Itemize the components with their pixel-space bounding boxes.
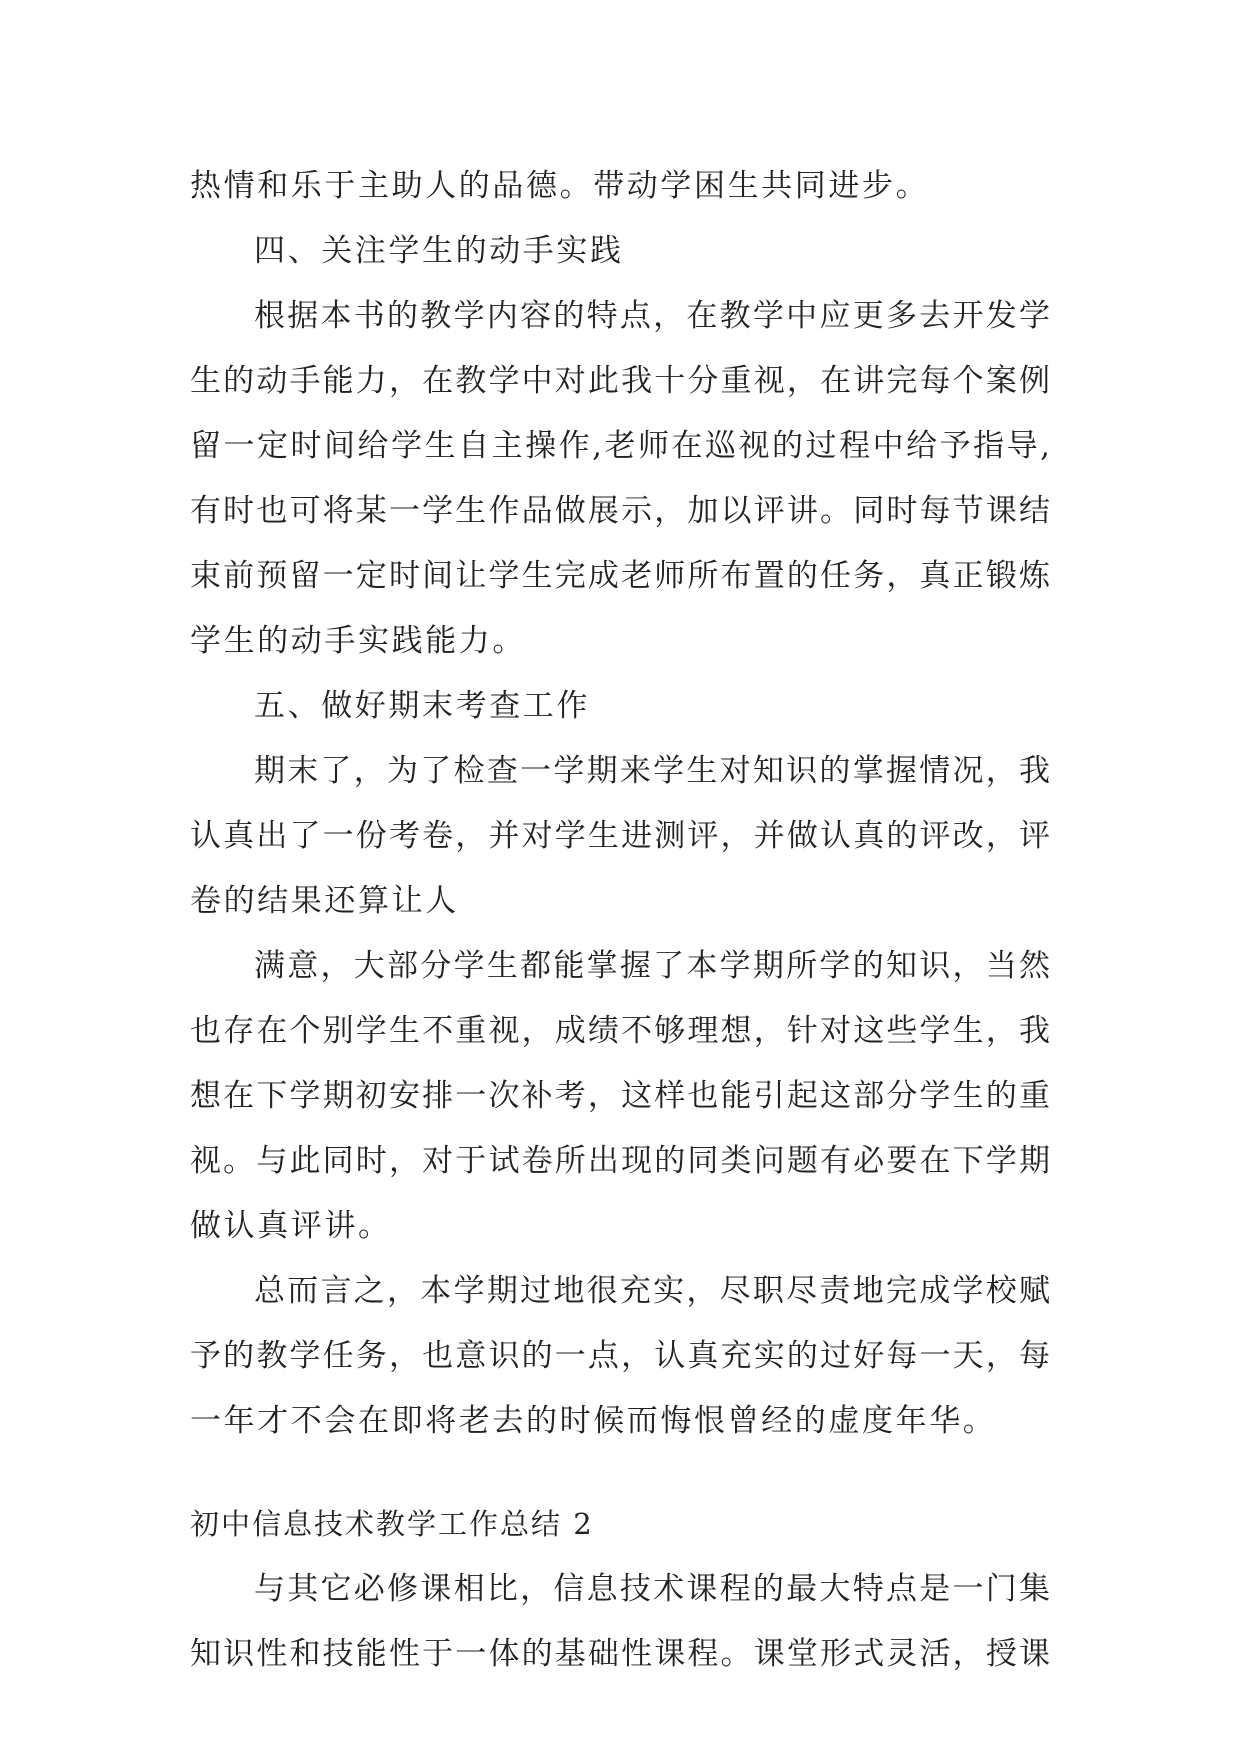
text-line: 也存在个别学生不重视，成绩不够理想，针对这些学生，我 [190, 1013, 1050, 1049]
document-title: 初中信息技术教学工作总结 2 [190, 1507, 594, 1541]
text-line: 予的教学任务，也意识的一点，认真充实的过好每一天，每 [190, 1338, 1050, 1374]
text-line: 视。与此同时，对于试卷所出现的同类问题有必要在下学期 [190, 1143, 1050, 1179]
text-line: 根据本书的教学内容的特点，在教学中应更多去开发学 [254, 298, 1050, 334]
text-line: 知识性和技能性于一体的基础性课程。课堂形式灵活，授课 [190, 1636, 1050, 1672]
section-heading-5: 五、做好期末考查工作 [254, 688, 590, 724]
text-line: 做认真评讲。 [190, 1208, 392, 1244]
text-line: 总而言之，本学期过地很充实，尽职尽责地完成学校赋 [254, 1273, 1050, 1309]
text-line: 有时也可将某一学生作品做展示，加以评讲。同时每节课结 [190, 493, 1050, 529]
text-line: 想在下学期初安排一次补考，这样也能引起这部分学生的重 [190, 1078, 1050, 1114]
text-line: 束前预留一定时间让学生完成老师所布置的任务，真正锻炼 [190, 558, 1050, 594]
section-heading-4: 四、关注学生的动手实践 [254, 233, 624, 269]
text-line: 热情和乐于主助人的品德。带动学困生共同进步。 [190, 168, 930, 204]
text-line: 期末了，为了检查一学期来学生对知识的掌握情况，我 [254, 753, 1050, 789]
text-line: 卷的结果还算让人 [190, 883, 459, 919]
text-line: 与其它必修课相比，信息技术课程的最大特点是一门集 [254, 1571, 1050, 1607]
text-line: 认真出了一份考卷，并对学生进测评，并做认真的评改，评 [190, 818, 1050, 854]
text-line: 满意，大部分学生都能掌握了本学期所学的知识，当然 [254, 948, 1050, 984]
text-line: 生的动手能力，在教学中对此我十分重视，在讲完每个案例 [190, 363, 1050, 399]
text-line: 一年才不会在即将老去的时候而悔恨曾经的虚度年华。 [190, 1403, 997, 1439]
text-line: 学生的动手实践能力。 [190, 623, 526, 659]
text-line: 留一定时间给学生自主操作,老师在巡视的过程中给予指导, [190, 428, 1050, 464]
